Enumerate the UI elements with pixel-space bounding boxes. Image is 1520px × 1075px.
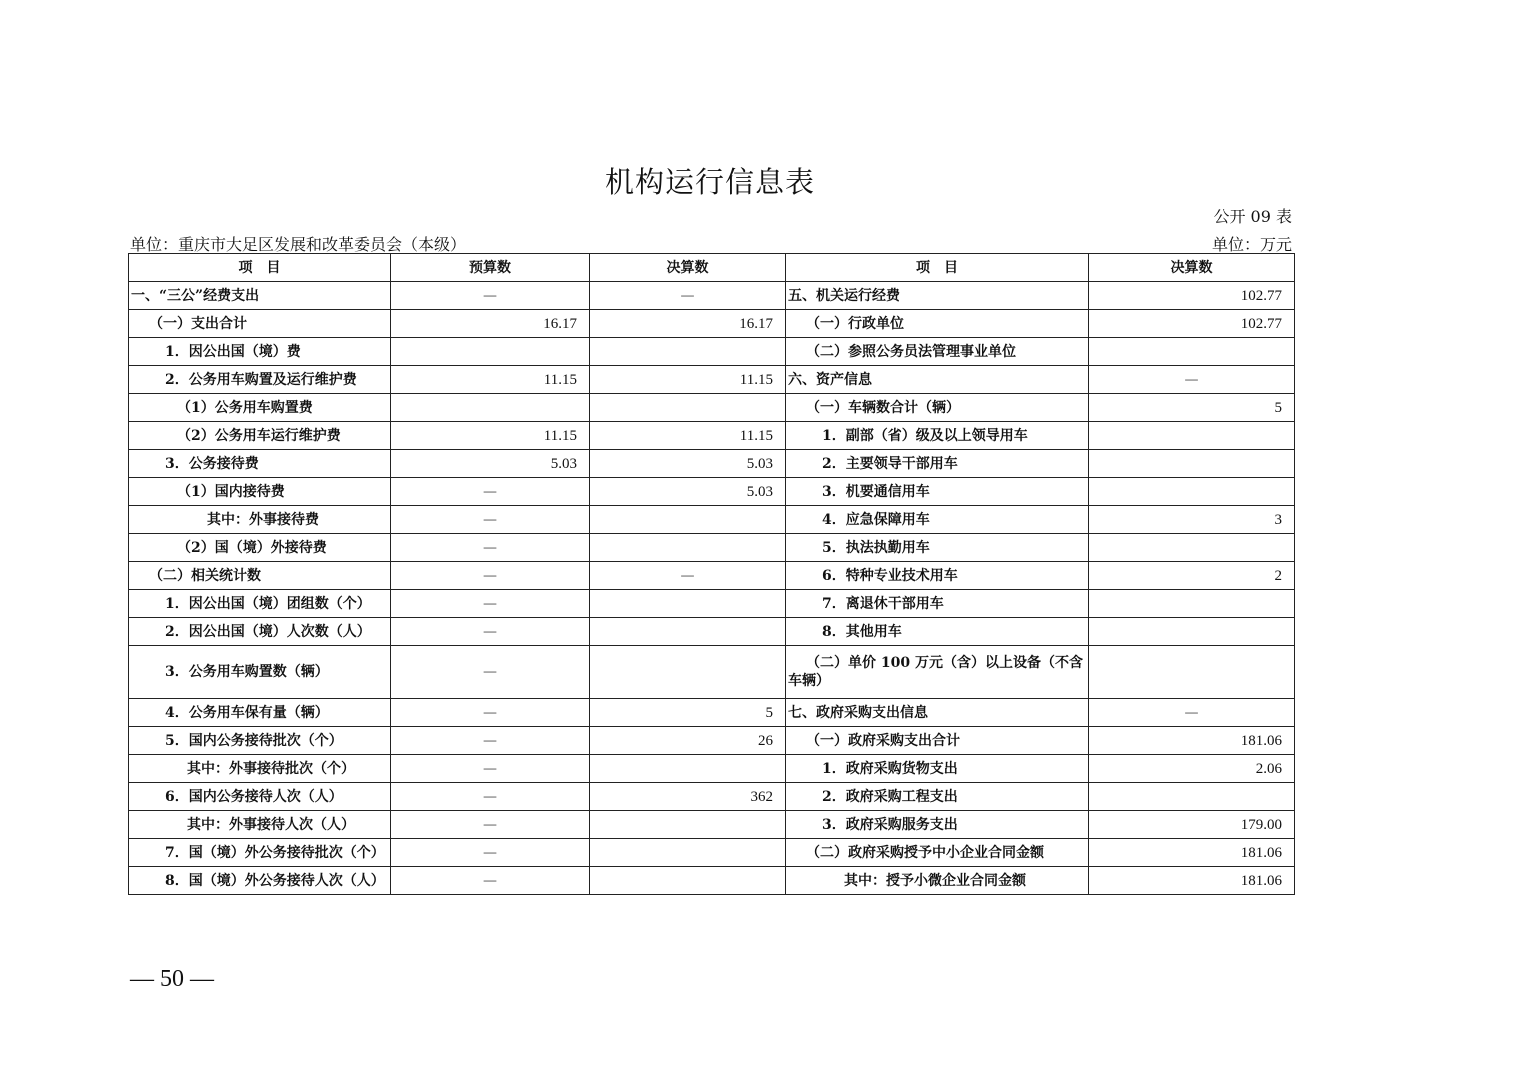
right-item-label: 3．政府采购服务支出 [786,811,1089,839]
right-final-value: 102.77 [1089,310,1295,338]
right-item-label: （二）政府采购授予中小企业合同金额 [786,839,1089,867]
budget-value: — [391,727,590,755]
budget-value [391,338,590,366]
final-value: 5.03 [590,450,786,478]
right-item-label: 1．副部（省）级及以上领导用车 [786,422,1089,450]
budget-value [391,394,590,422]
right-item-label: （一）行政单位 [786,310,1089,338]
final-value [590,338,786,366]
left-item-label: 7．国（境）外公务接待批次（个） [129,839,391,867]
left-item-label: 其中：外事接待批次（个） [129,755,391,783]
final-value: 362 [590,783,786,811]
budget-value: — [391,646,590,699]
final-value: 11.15 [590,366,786,394]
header-left-item: 项 目 [129,254,391,282]
final-value: 26 [590,727,786,755]
table-row [129,506,1295,534]
left-item-label: 4．公务用车保有量（辆） [129,699,391,727]
right-final-value [1089,590,1295,618]
left-item-label: （2）公务用车运行维护费 [129,422,391,450]
right-item-label: 七、政府采购支出信息 [786,699,1089,727]
budget-value: — [391,755,590,783]
table-row [129,534,1295,562]
right-final-value: 3 [1089,506,1295,534]
unit-currency: 单位：万元 [1211,235,1292,254]
table-row [129,590,1295,618]
table-row [129,755,1295,783]
final-value [590,811,786,839]
right-item-label: （一）车辆数合计（辆） [786,394,1089,422]
final-value: — [590,562,786,590]
right-final-value: 179.00 [1089,811,1295,839]
budget-value: — [391,867,590,895]
budget-value: — [391,839,590,867]
final-value: — [590,282,786,310]
budget-value: 11.15 [391,422,590,450]
left-item-label: （1）国内接待费 [129,478,391,506]
table-row [129,867,1295,895]
budget-value: 5.03 [391,450,590,478]
final-value [590,534,786,562]
table-row [129,811,1295,839]
budget-value: — [391,618,590,646]
left-item-label: （2）国（境）外接待费 [129,534,391,562]
table-row [129,618,1295,646]
table-row [129,562,1295,590]
header-budget: 预算数 [391,254,590,282]
right-item-label: （二）单价 100 万元（含）以上设备（不含车辆） [786,646,1089,699]
budget-value: — [391,783,590,811]
final-value: 11.15 [590,422,786,450]
right-item-label: 3．机要通信用车 [786,478,1089,506]
right-item-label: 5．执法执勤用车 [786,534,1089,562]
right-item-label: 2．政府采购工程支出 [786,783,1089,811]
budget-value: — [391,282,590,310]
right-item-label: 五、机关运行经费 [786,282,1089,310]
final-value [590,646,786,699]
left-item-label: 3．公务接待费 [129,450,391,478]
budget-value: — [391,562,590,590]
left-item-label: 2．因公出国（境）人次数（人） [129,618,391,646]
table-row [129,727,1295,755]
left-item-label: 其中：外事接待费 [129,506,391,534]
right-item-label: （二）参照公务员法管理事业单位 [786,338,1089,366]
right-final-value [1089,422,1295,450]
right-item-label: 其中：授予小微企业合同金额 [786,867,1089,895]
left-item-label: 6．国内公务接待人次（人） [129,783,391,811]
right-final-value [1089,618,1295,646]
table-row [129,450,1295,478]
right-item-label: 8．其他用车 [786,618,1089,646]
budget-value: — [391,699,590,727]
right-final-value: 181.06 [1089,727,1295,755]
left-item-label: （1）公务用车购置费 [129,394,391,422]
right-final-value [1089,478,1295,506]
left-item-label: 2．公务用车购置及运行维护费 [129,366,391,394]
table-row [129,839,1295,867]
table-row [129,338,1295,366]
budget-value: 11.15 [391,366,590,394]
table-row [129,310,1295,338]
budget-value: — [391,506,590,534]
left-item-label: （二）相关统计数 [129,562,391,590]
final-value [590,755,786,783]
right-final-value: 2.06 [1089,755,1295,783]
final-value [590,590,786,618]
left-item-label: （一）支出合计 [129,310,391,338]
table-header-row [129,254,1295,282]
table-row [129,366,1295,394]
final-value: 5.03 [590,478,786,506]
table-row [129,478,1295,506]
left-item-label: 一、“三公”经费支出 [129,282,391,310]
header-right-item: 项 目 [786,254,1089,282]
left-item-label: 5．国内公务接待批次（个） [129,727,391,755]
form-code: 公开 09 表 [1213,207,1292,226]
final-value: 5 [590,699,786,727]
info-table [128,253,1295,895]
right-item-label: 六、资产信息 [786,366,1089,394]
left-item-label: 1．因公出国（境）团组数（个） [129,590,391,618]
table-row [129,282,1295,310]
right-final-value: 102.77 [1089,282,1295,310]
right-final-value [1089,450,1295,478]
final-value [590,839,786,867]
right-final-value: 181.06 [1089,839,1295,867]
header-final-right: 决算数 [1089,254,1295,282]
final-value: 16.17 [590,310,786,338]
left-item-label: 其中：外事接待人次（人） [129,811,391,839]
budget-value: — [391,590,590,618]
final-value [590,867,786,895]
table-row [129,422,1295,450]
budget-value: — [391,811,590,839]
page-number: — 50 — [130,966,214,992]
right-item-label: 2．主要领导干部用车 [786,450,1089,478]
final-value [590,618,786,646]
table-row [129,646,1295,699]
page-title: 机构运行信息表 [604,165,815,199]
right-final-value [1089,338,1295,366]
budget-value: — [391,478,590,506]
header-final-left: 决算数 [590,254,786,282]
budget-value: — [391,534,590,562]
right-item-label: 1．政府采购货物支出 [786,755,1089,783]
right-final-value: 5 [1089,394,1295,422]
table-row [129,699,1295,727]
table-row [129,783,1295,811]
right-final-value: — [1089,366,1295,394]
right-item-label: 4．应急保障用车 [786,506,1089,534]
budget-value: 16.17 [391,310,590,338]
right-final-value [1089,646,1295,699]
right-item-label: 6．特种专业技术用车 [786,562,1089,590]
right-final-value: 181.06 [1089,867,1295,895]
right-final-value [1089,783,1295,811]
unit-organization: 单位：重庆市大足区发展和改革委员会（本级） [130,235,467,254]
left-item-label: 3．公务用车购置数（辆） [129,646,391,699]
right-item-label: 7．离退休干部用车 [786,590,1089,618]
final-value [590,506,786,534]
right-final-value: — [1089,699,1295,727]
right-final-value: 2 [1089,562,1295,590]
right-item-label: （一）政府采购支出合计 [786,727,1089,755]
left-item-label: 1．因公出国（境）费 [129,338,391,366]
left-item-label: 8．国（境）外公务接待人次（人） [129,867,391,895]
final-value [590,394,786,422]
table-row [129,394,1295,422]
right-final-value [1089,534,1295,562]
